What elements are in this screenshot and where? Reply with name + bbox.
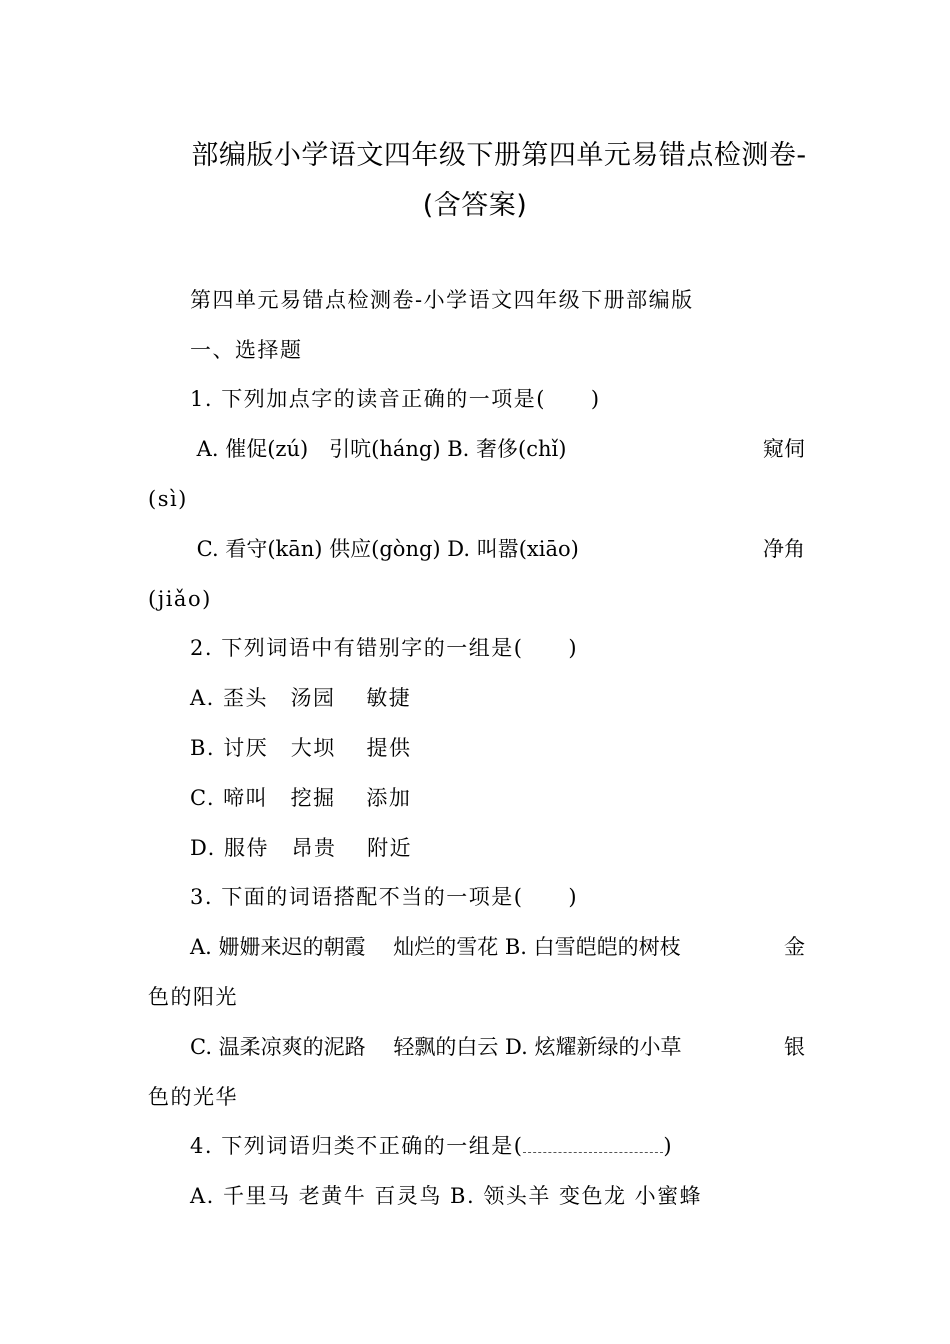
question-4-stem-text: 4. 下列词语归类不正确的一组是(	[190, 1134, 524, 1158]
question-2-option-a: A. 歪头 汤园 敏捷	[190, 686, 412, 710]
answer-blank	[523, 1138, 663, 1153]
question-1-stem: 1. 下列加点字的读音正确的一项是( )	[190, 387, 601, 411]
document-title-line1: 部编版小学语文四年级下册第四单元易错点检测卷-	[191, 140, 807, 171]
question-3-options-row1-cont: 色的阳光	[148, 985, 238, 1009]
question-3-option-b-word2: 金	[784, 935, 805, 959]
question-1-option-b-word2: 窥伺	[763, 437, 805, 461]
question-4-stem	[190, 1136, 673, 1157]
question-1-options-row2-cont: (jiǎo)	[148, 587, 212, 611]
question-3-options-row2	[190, 1037, 805, 1058]
question-1-options-row1	[190, 439, 805, 460]
question-1-options-row1-cont: (sì)	[148, 487, 188, 511]
question-4-options: A. 千里马 老黄牛 百灵鸟 B. 领头羊 变色龙 小蜜蜂	[190, 1184, 703, 1208]
question-2-stem: 2. 下列词语中有错别字的一组是( )	[190, 636, 579, 660]
document-title-line2: (含答案)	[422, 190, 528, 221]
question-2-option-d: D. 服侍 昂贵 附近	[190, 836, 413, 860]
question-2-option-c: C. 啼叫 挖掘 添加	[190, 786, 412, 810]
question-1-options-cd: C. 看守(kān) 供应(gòng) D. 叫嚣(xiāo)	[190, 537, 579, 561]
question-3-options-row2-cont: 色的光华	[148, 1085, 238, 1109]
question-2-option-b: B. 讨厌 大坝 提供	[190, 736, 412, 760]
question-3-options-row1	[190, 937, 805, 958]
section-heading-choice: 一、选择题	[190, 338, 303, 362]
question-4-stem-close: )	[663, 1134, 674, 1158]
question-1-option-d-word2: 净角	[763, 537, 805, 561]
question-1-options-row2	[190, 539, 805, 560]
question-3-options-ab: A. 姗姗来迟的朝霞 灿烂的雪花 B. 白雪皑皑的树枝	[190, 935, 681, 959]
document-subtitle: 第四单元易错点检测卷-小学语文四年级下册部编版	[190, 288, 694, 312]
question-3-option-d-word2: 银	[784, 1035, 805, 1059]
question-1-options-ab: A. 催促(zú) 引吭(háng) B. 奢侈(chǐ)	[190, 437, 567, 461]
question-3-stem: 3. 下面的词语搭配不当的一项是( )	[190, 885, 579, 909]
question-3-options-cd: C. 温柔凉爽的泥路 轻飘的白云 D. 炫耀新绿的小草	[190, 1035, 682, 1059]
